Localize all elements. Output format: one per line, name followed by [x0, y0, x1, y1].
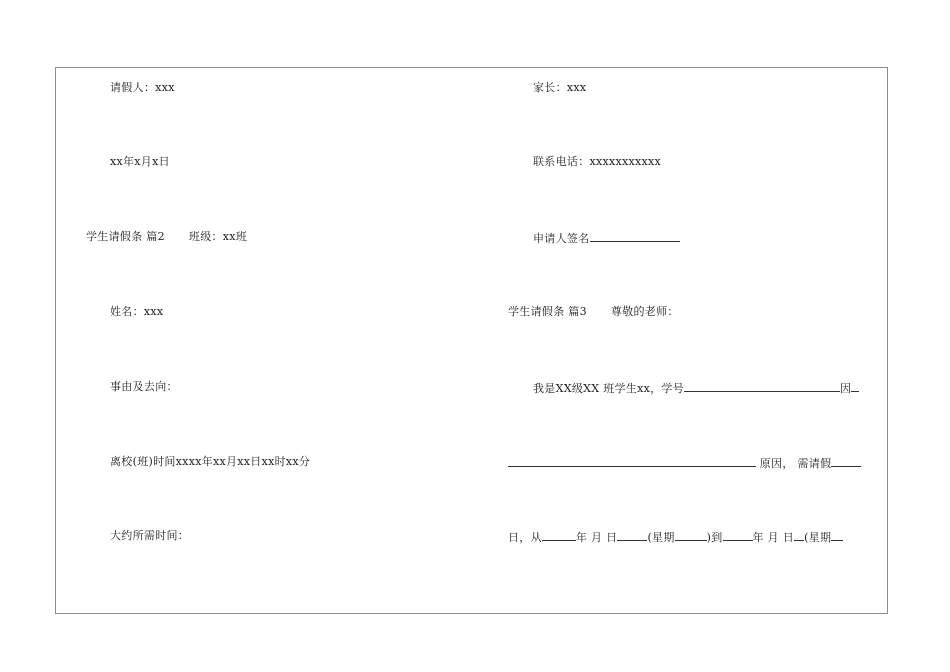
reason-text: 原因， 需请假	[759, 457, 832, 470]
reason-destination-line: 事由及去向：	[110, 380, 178, 393]
from-year-blank	[542, 529, 576, 541]
to-year-label: 年	[752, 531, 764, 544]
date-range-from: 日，从	[508, 531, 542, 544]
section-title-3: 学生请假条 篇3	[508, 305, 587, 318]
student-id-blank	[684, 380, 840, 392]
intro-text: 我是XX级XX 班学生xx，学号	[533, 382, 685, 395]
to-day-label: 日	[782, 531, 795, 544]
from-day-blank	[617, 529, 647, 541]
date-range-line	[508, 529, 843, 545]
class-field: 班级：xx班	[188, 230, 248, 243]
signature-label: 申请人签名	[533, 232, 590, 245]
reason-line	[508, 455, 861, 471]
intro-end-blank	[851, 380, 859, 392]
parent-line: 家长：xxx	[533, 81, 587, 94]
to-weekday-blank	[831, 529, 843, 541]
from-day-label: 日	[606, 531, 618, 544]
from-weekday-close: )到	[706, 531, 723, 544]
phone-line: 联系电话：xxxxxxxxxxx	[533, 155, 662, 168]
to-day-blank	[794, 529, 804, 541]
to-year-blank	[723, 529, 753, 541]
from-weekday-blank	[675, 529, 707, 541]
title-line-3	[508, 305, 679, 319]
salutation: 尊敬的老师：	[610, 305, 679, 318]
reason-blank	[508, 455, 756, 467]
title-line-2	[86, 230, 247, 244]
name-line: 姓名：xxx	[110, 305, 164, 318]
to-weekday-open: (星期	[804, 531, 832, 544]
days-blank	[831, 455, 861, 467]
intro-end-text: 因	[840, 382, 852, 395]
section-title-2: 学生请假条 篇2	[86, 230, 165, 243]
date-line: xx年x月x日	[110, 155, 170, 168]
applicant-line: 请假人：xxx	[110, 81, 175, 94]
from-year-label: 年	[575, 531, 588, 544]
intro-line	[533, 380, 859, 396]
from-weekday-open: (星期	[647, 531, 675, 544]
leave-time-line: 离校(班)时间xxxx年xx月xx日xx时xx分	[110, 455, 311, 468]
signature-blank	[590, 230, 680, 242]
from-month-label: 月	[591, 531, 603, 544]
duration-line: 大约所需时间：	[110, 529, 190, 542]
to-month-label: 月	[767, 531, 779, 544]
signature-line	[533, 230, 680, 246]
